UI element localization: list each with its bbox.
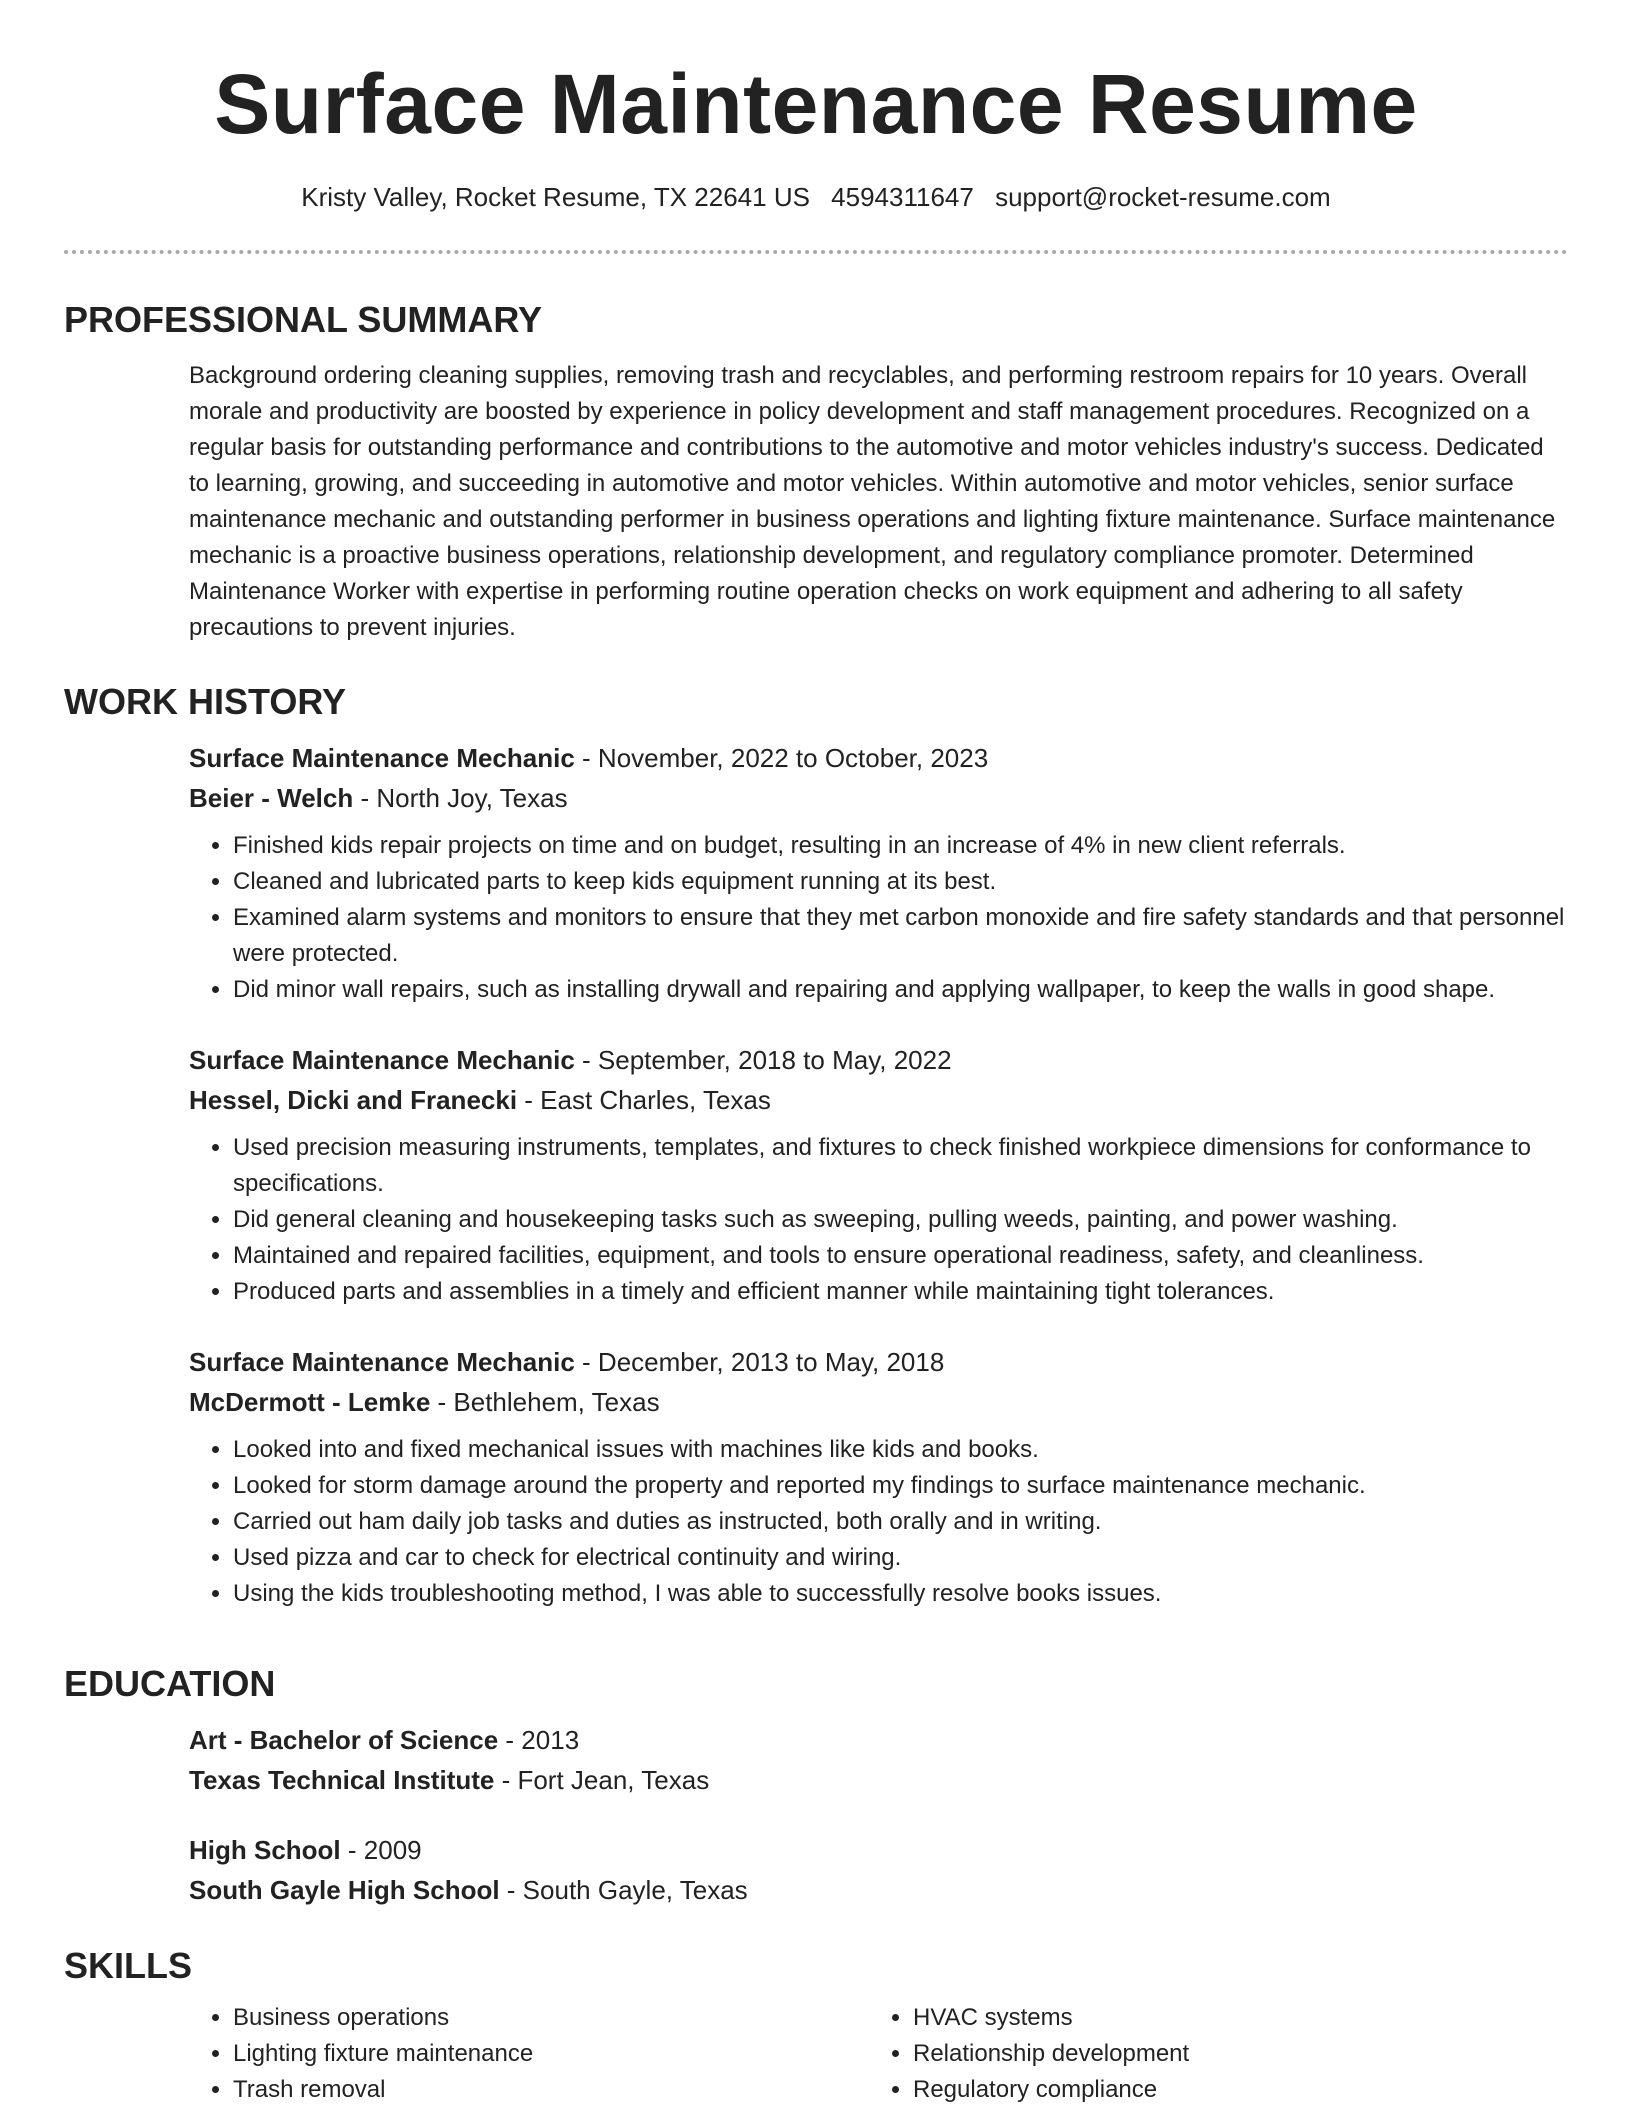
job-bullet: • Produced parts and assemblies in a timely and efficient manner while maintaining tight tolerances.: [233, 1274, 1573, 1310]
job-company: McDermott - Lemke: [189, 1387, 431, 1417]
job-entry: [189, 1342, 1568, 1612]
job-bullet: • Did general cleaning and housekeeping tasks such as sweeping, pulling weeds, painting, and power washing.: [233, 1202, 1573, 1238]
job-bullets: [189, 828, 1573, 1008]
summary-heading: PROFESSIONAL SUMMARY: [64, 299, 543, 340]
job-bullets: [189, 1432, 1573, 1612]
job-bullet: • Maintained and repaired facilities, equipment, and tools to ensure operational readiness, safety, and cleanliness.: [233, 1238, 1573, 1274]
job-company-line: [189, 778, 1568, 818]
job-bullet: • Using the kids troubleshooting method, I was able to successfully resolve books issues.: [233, 1576, 1573, 1612]
education-degree-line: [189, 1830, 1568, 1870]
job-company-line: [189, 1080, 1568, 1120]
job-location: - Bethlehem, Texas: [430, 1387, 660, 1417]
job-company: Hessel, Dicki and Franecki: [189, 1085, 518, 1115]
work-history-section: [64, 680, 1568, 1612]
job-bullet: • Examined alarm systems and monitors to ensure that they met carbon monoxide and fire safety standards and that personnel were protected.: [233, 900, 1573, 972]
contact-phone: 4594311647: [831, 182, 974, 212]
job-role: Surface Maintenance Mechanic: [189, 1045, 575, 1075]
skills-columns: [189, 2000, 1568, 2108]
resume-page: [64, 0, 1568, 2103]
skill-item: • Lighting fixture maintenance: [233, 2036, 869, 2072]
job-role-line: [189, 1342, 1568, 1382]
job-bullet: • Cleaned and lubricated parts to keep kids equipment running at its best.: [233, 864, 1573, 900]
education-entry: [189, 1830, 1568, 1910]
job-dates: - December, 2013 to May, 2018: [574, 1347, 945, 1377]
education-year: - 2013: [498, 1725, 580, 1755]
education-school-line: [189, 1870, 1568, 1910]
education-heading: EDUCATION: [64, 1663, 276, 1704]
job-company: Beier - Welch: [189, 783, 354, 813]
job-location: - North Joy, Texas: [353, 783, 568, 813]
work-history-heading: WORK HISTORY: [64, 681, 347, 722]
contact-email: support@rocket-resume.com: [995, 182, 1331, 212]
resume-title: Surface Maintenance Resume: [214, 57, 1418, 151]
contact-line: [64, 180, 1568, 214]
education-school: Texas Technical Institute: [189, 1765, 495, 1795]
education-school-line: [189, 1760, 1568, 1800]
skills-section: [64, 1944, 1568, 2108]
job-bullet: • Used pizza and car to check for electrical continuity and wiring.: [233, 1540, 1573, 1576]
skill-item: • Business operations: [233, 2000, 869, 2036]
job-role-line: [189, 1040, 1568, 1080]
education-degree-line: [189, 1720, 1568, 1760]
header-divider: [64, 250, 1568, 254]
job-dates: - September, 2018 to May, 2022: [574, 1045, 952, 1075]
job-bullets: [189, 1130, 1573, 1310]
education-location: - Fort Jean, Texas: [494, 1765, 710, 1795]
education-entry: [189, 1720, 1568, 1800]
skills-right-column: [869, 2000, 1549, 2108]
skill-item: • Relationship development: [913, 2036, 1549, 2072]
skills-heading: SKILLS: [64, 1945, 193, 1986]
contact-address: Kristy Valley, Rocket Resume, TX 22641 US: [301, 182, 810, 212]
job-bullet: • Did minor wall repairs, such as installing drywall and repairing and applying wallpaper, to keep the walls in good shape.: [233, 972, 1573, 1008]
job-bullet: • Looked into and fixed mechanical issues with machines like kids and books.: [233, 1432, 1573, 1468]
skill-item: • Trash removal: [233, 2072, 869, 2108]
job-entry: [189, 1040, 1568, 1310]
skill-item: • Regulatory compliance: [913, 2072, 1549, 2108]
job-entry: [189, 738, 1568, 1008]
education-degree: Art - Bachelor of Science: [189, 1725, 499, 1755]
summary-text: Background ordering cleaning supplies, removing trash and recyclables, and performing restroom repairs for 10 years. Overall morale and productivity are boosted by experience in policy development and staff management procedures. Recognized on a regular basis for outstanding performance and contributions to the automotive and motor vehicles industry's success. Dedicated to learning, growing, and succeeding in automotive and motor vehicles. Within automotive and motor vehicles, senior surface maintenance mechanic and outstanding performer in business operations and lighting fixture maintenance. Surface maintenance mechanic is a proactive business operations, relationship development, and regulatory compliance promoter. Determined Maintenance Worker with expertise in performing routine operation checks on work equipment and adhering to all safety precautions to prevent injuries.: [189, 362, 1556, 641]
skills-left-column: [189, 2000, 869, 2108]
job-bullet: • Used precision measuring instruments, templates, and fixtures to check finished workpiece dimensions for conformance to specifications.: [233, 1130, 1573, 1202]
education-school: South Gayle High School: [189, 1875, 500, 1905]
job-bullet: • Looked for storm damage around the property and reported my findings to surface maintenance mechanic.: [233, 1468, 1573, 1504]
job-role: Surface Maintenance Mechanic: [189, 743, 575, 773]
job-company-line: [189, 1382, 1568, 1422]
job-role-line: [189, 738, 1568, 778]
skill-item: • HVAC systems: [913, 2000, 1549, 2036]
job-role: Surface Maintenance Mechanic: [189, 1347, 575, 1377]
job-bullet: • Carried out ham daily job tasks and duties as instructed, both orally and in writing.: [233, 1504, 1573, 1540]
education-degree: High School: [189, 1835, 341, 1865]
job-bullet: • Finished kids repair projects on time and on budget, resulting in an increase of 4% in new client referrals.: [233, 828, 1573, 864]
education-section: [64, 1662, 1568, 1910]
job-location: - East Charles, Texas: [517, 1085, 771, 1115]
education-year: - 2009: [340, 1835, 422, 1865]
education-location: - South Gayle, Texas: [499, 1875, 748, 1905]
job-dates: - November, 2022 to October, 2023: [574, 743, 989, 773]
summary-section: [64, 298, 1568, 646]
